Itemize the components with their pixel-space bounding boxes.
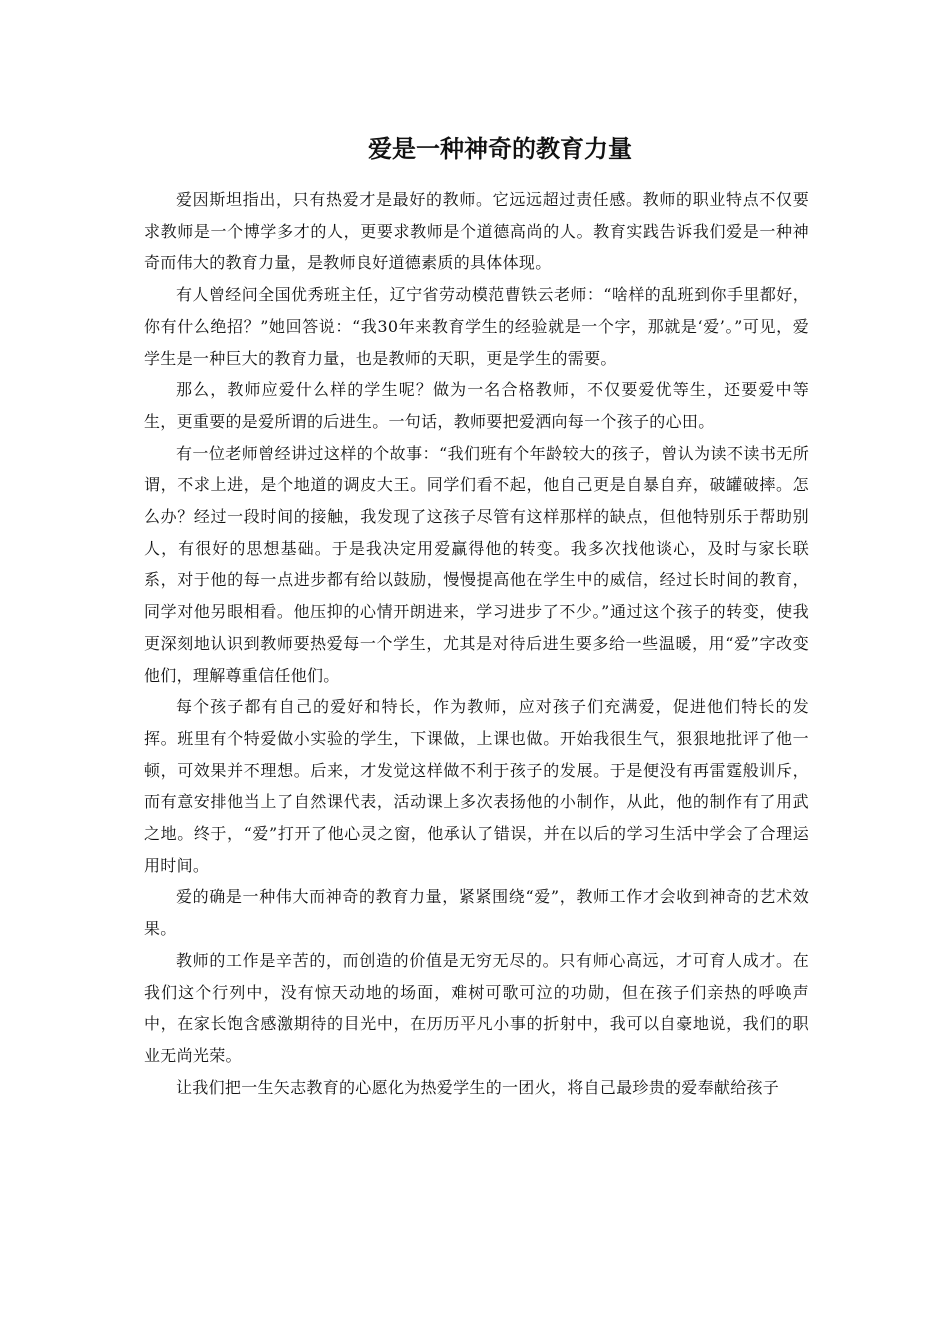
document-body: [144, 184, 809, 1103]
paragraph-4: 有一位老师曾经讲过这样的个故事：“我们班有个年龄较大的孩子，曾认为读不读书无所谓，不求上进，是个地道的调皮大王。同学们看不起，他自己更是自暴自弃，破罐破摔。怎么办？经过一段时间的接触，我发现了这孩子尽管有这样那样的缺点，但他特别乐于帮助别人，有很好的思想基础。于是我决定用爱赢得他的转变。我多次找他谈心，及时与家长联系，对于他的每一点进步都有给以鼓励，慢慢提高他在学生中的威信，经过长时间的教育，同学对他另眼相看。他压抑的心情开朗进来，学习进步了不少。”通过这个孩子的转变，使我更深刻地认识到教师要热爱每一个学生，尤其是对待后进生要多给一些温暖，用“爱”字改变他们，理解尊重信任他们。: [144, 443, 809, 685]
paragraph-7: 教师的工作是辛苦的，而创造的价值是无穷无尽的。只有师心高远，才可育人成才。在我们这个行列中，没有惊天动地的场面，难树可歌可泣的功勋，但在孩子们亲热的呼唤声中，在家长饱含感激期待的目光中，在历历平凡小事的折射中，我可以自豪地说，我们的职业无尚光荣。: [144, 950, 809, 1065]
paragraph-6: 爱的确是一种伟大而神奇的教育力量，紧紧围绕“爱”，教师工作才会收到神奇的艺术效果。: [144, 887, 809, 939]
paragraph-5: 每个孩子都有自己的爱好和特长，作为教师，应对孩子们充满爱，促进他们特长的发挥。班里有个特爱做小实验的学生，下课做，上课也做。开始我很生气，狠狠地批评了他一顿，可效果并不理想。后来，才发觉这样做不利于孩子的发展。于是便没有再雷霆般训斥，而有意安排他当上了自然课代表，活动课上多次表扬他的小制作，从此，他的制作有了用武之地。终于，“爱”打开了他心灵之窗，他承认了错误，并在以后的学习生活中学会了合理运用时间。: [144, 697, 809, 875]
document-title: 爱是一种神奇的教育力量: [368, 135, 632, 163]
paragraph-8: 让我们把一生矢志教育的心愿化为热爱学生的一团火，将自己最珍贵的爱奉献给孩子: [176, 1077, 780, 1097]
paragraph-1: 爱因斯坦指出，只有热爱才是最好的教师。它远远超过责任感。教师的职业特点不仅要求教师是一个博学多才的人，更要求教师是个道德高尚的人。教育实践告诉我们爱是一种神奇而伟大的教育力量，是教师良好道德素质的具体体现。: [144, 190, 809, 273]
paragraph-3: 那么，教师应爱什么样的学生呢？做为一名合格教师，不仅要爱优等生，还要爱中等生，更重要的是爱所谓的后进生。一句话，教师要把爱洒向每一个孩子的心田。: [144, 380, 809, 431]
paragraph-2: 有人曾经问全国优秀班主任，辽宁省劳动模范曹铁云老师：“啥样的乱班到你手里都好，你有什么绝招？”她回答说：“我30年来教育学生的经验就是一个字，那就是‘爱’。”可见，爱学生是一种巨大的教育力量，也是教师的天职，更是学生的需要。: [144, 285, 809, 368]
